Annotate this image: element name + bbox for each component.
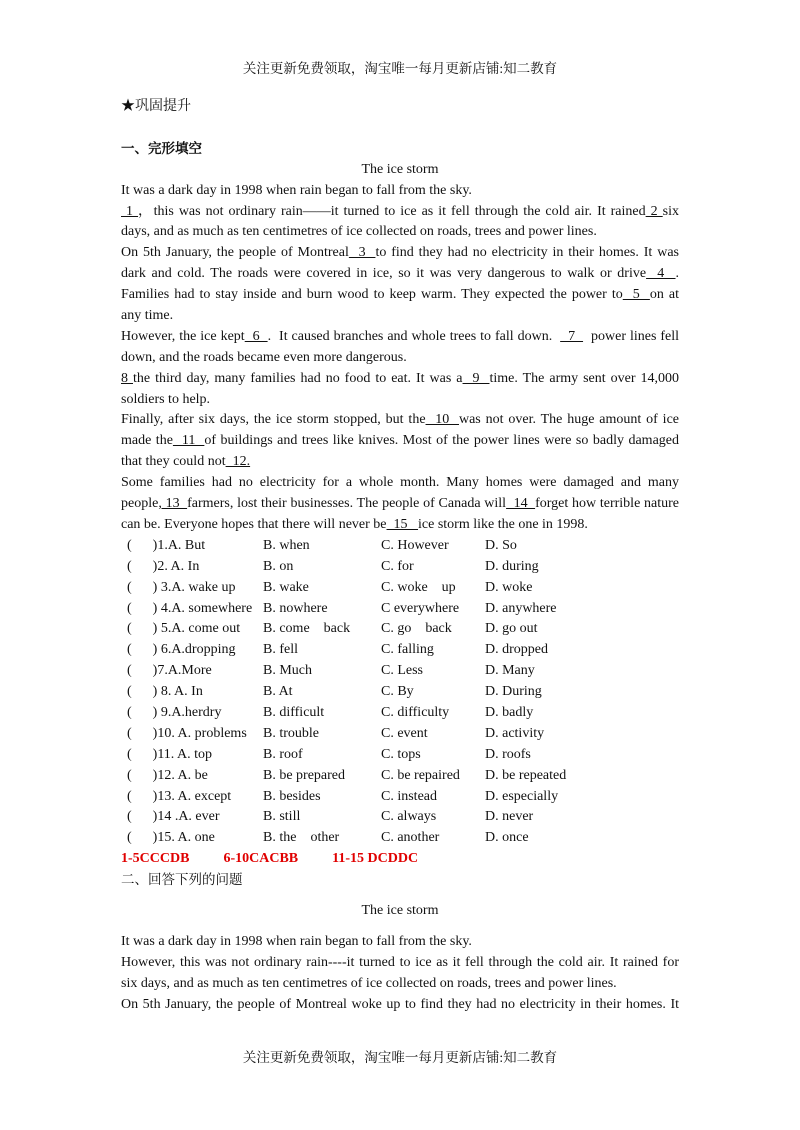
passage-text: ，this was not ordinary rain——it turned to ice as it fell through the cold air. It rained bbox=[138, 203, 646, 219]
question-stem: ( ) 8. A. In bbox=[127, 684, 203, 700]
passage-line bbox=[121, 243, 679, 264]
passage-title: The ice storm bbox=[361, 161, 439, 177]
passage2-line: six days, and as much as ten centimetres of ice collected on roads, trees and power lines. bbox=[121, 975, 617, 991]
option-row bbox=[121, 828, 679, 849]
option-b[interactable]: B. the other bbox=[263, 830, 340, 846]
passage-text: six bbox=[662, 203, 679, 219]
option-b[interactable]: B. At bbox=[263, 684, 293, 700]
option-row bbox=[121, 640, 679, 661]
passage-line bbox=[121, 369, 679, 390]
answer-11-15: 11-15 DCDDC bbox=[332, 851, 419, 867]
option-row bbox=[121, 807, 679, 828]
passage-line bbox=[121, 515, 679, 536]
passage-text: farmers, lost their businesses. The people of Canada will bbox=[187, 496, 507, 512]
consolidate-heading: ★巩固提升 bbox=[121, 99, 191, 114]
blank-5[interactable]: 5 bbox=[622, 287, 650, 303]
passage-line: any time. bbox=[121, 307, 174, 323]
option-d[interactable]: D. be repeated bbox=[485, 767, 567, 783]
passage-text: to find they had no electricity in their homes. It was bbox=[375, 245, 679, 261]
options-list bbox=[121, 536, 679, 849]
passage-line: It was a dark day in 1998 when rain began to fall from the sky. bbox=[121, 182, 472, 198]
question-stem: ( ) 6.A.dropping bbox=[127, 642, 236, 658]
passage-line bbox=[121, 285, 679, 306]
option-row bbox=[121, 599, 679, 620]
option-c[interactable]: C. By bbox=[381, 684, 414, 700]
passage-text: on at bbox=[649, 287, 679, 303]
option-d[interactable]: D. anywhere bbox=[485, 600, 557, 616]
blank-11[interactable]: 11 bbox=[172, 433, 205, 449]
passage-text: of buildings and trees like knives. Most of the power lines were so badly damaged bbox=[204, 433, 679, 449]
option-b[interactable]: B. nowhere bbox=[263, 600, 328, 616]
option-b[interactable]: B. difficult bbox=[263, 704, 325, 720]
option-d[interactable]: D. woke bbox=[485, 579, 533, 595]
blank-2[interactable]: 2 bbox=[645, 203, 663, 219]
option-c[interactable]: C. for bbox=[381, 558, 414, 574]
option-c[interactable]: C. woke up bbox=[381, 579, 456, 595]
passage-line bbox=[121, 327, 679, 348]
passage-line: Some families had no electricity for a whole month. Many homes were damaged and many bbox=[121, 475, 679, 491]
passage2-line: It was a dark day in 1998 when rain began to fall from the sky. bbox=[121, 933, 472, 949]
option-d[interactable]: D. roofs bbox=[485, 746, 531, 762]
question-stem: ( )15. A. one bbox=[127, 830, 215, 846]
question-stem: ( )7.A.More bbox=[127, 663, 212, 679]
option-b[interactable]: B. roof bbox=[263, 746, 303, 762]
option-row bbox=[121, 724, 679, 745]
option-row bbox=[121, 536, 679, 557]
option-b[interactable]: B. Much bbox=[263, 663, 312, 679]
question-stem: ( ) 9.A.herdry bbox=[127, 704, 222, 720]
option-d[interactable]: D. dropped bbox=[485, 642, 548, 658]
option-b[interactable]: B. still bbox=[263, 809, 301, 825]
option-row bbox=[121, 703, 679, 724]
question-stem: ( )11. A. top bbox=[127, 746, 213, 762]
passage-text: can be. Everyone hopes that there will never be bbox=[121, 516, 387, 532]
passage-text: On 5th January, the people of Montreal bbox=[121, 245, 349, 261]
question-stem: ( )10. A. problems bbox=[127, 725, 247, 741]
blank-6[interactable]: 6 bbox=[244, 328, 268, 344]
option-c[interactable]: C. instead bbox=[381, 788, 437, 804]
passage-line bbox=[121, 264, 679, 285]
passage-text: However, the ice kept bbox=[121, 328, 245, 344]
question-stem: ( )12. A. be bbox=[127, 767, 208, 783]
option-b[interactable]: B. besides bbox=[263, 788, 321, 804]
option-b[interactable]: B. trouble bbox=[263, 725, 319, 741]
passage-text: dark and cold. The roads were covered in ice, so it was very dangerous to walk or drive bbox=[121, 266, 647, 282]
question-stem: ( )14 .A. ever bbox=[127, 809, 220, 825]
passage-text: people bbox=[121, 496, 159, 512]
spacer bbox=[121, 922, 679, 932]
passage-text: . bbox=[675, 266, 679, 282]
blank-3[interactable]: 3 bbox=[348, 245, 376, 261]
passage-line: days, and as much as ten centimetres of ice collected on roads, trees and power lines. bbox=[121, 224, 597, 240]
option-row bbox=[121, 557, 679, 578]
option-row bbox=[121, 661, 679, 682]
passage-text: ice storm like the one in 1998. bbox=[418, 516, 588, 532]
passage-text: Families had to stay inside and burn wood to keep warm. They expected the power to bbox=[121, 287, 623, 303]
option-row bbox=[121, 619, 679, 640]
page-header: 关注更新免费领取，淘宝唯一每月更新店铺:知二教育 bbox=[242, 61, 558, 76]
passage-line bbox=[121, 431, 679, 452]
option-d[interactable]: D. During bbox=[485, 684, 542, 700]
passage-text: that they could not bbox=[121, 454, 226, 470]
option-d[interactable]: D. go out bbox=[485, 621, 538, 637]
option-c[interactable]: C. Less bbox=[381, 663, 423, 679]
passage2-title: The ice storm bbox=[361, 903, 439, 919]
answer-6-10: 6-10CACBB bbox=[223, 851, 299, 867]
option-d[interactable]: D. during bbox=[485, 558, 539, 574]
option-d[interactable]: D. especially bbox=[485, 788, 559, 804]
passage-line bbox=[121, 410, 679, 431]
option-d[interactable]: D. activity bbox=[485, 725, 545, 741]
passage-text: Finally, after six days, the ice storm stopped, but the bbox=[121, 412, 426, 428]
worksheet-body bbox=[121, 97, 679, 1016]
option-row bbox=[121, 787, 679, 808]
passage2-line: However, this was not ordinary rain----it turned to ice as it fell through the cold air. It rained for bbox=[121, 954, 679, 970]
passage-line bbox=[121, 202, 679, 223]
question-stem: ( )1.A. But bbox=[127, 537, 206, 553]
passage-line: soldiers to help. bbox=[121, 391, 211, 407]
section-questions-heading: 二、回答下列的问题 bbox=[121, 872, 243, 889]
option-c[interactable]: C. another bbox=[381, 830, 440, 846]
option-b[interactable]: B. be prepared bbox=[263, 767, 346, 783]
option-c[interactable]: C. However bbox=[381, 537, 449, 553]
option-row bbox=[121, 745, 679, 766]
question-stem: ( )13. A. except bbox=[127, 788, 232, 804]
blank-9[interactable]: 9 bbox=[462, 370, 490, 386]
option-c[interactable]: C. be repaired bbox=[381, 767, 460, 783]
option-d[interactable]: D. once bbox=[485, 830, 529, 846]
passage-line bbox=[121, 452, 679, 473]
option-b[interactable]: B. come back bbox=[263, 621, 351, 637]
blank-10[interactable]: 10 bbox=[425, 412, 459, 428]
option-b[interactable]: B. when bbox=[263, 537, 310, 553]
passage-text: . It caused branches and whole trees to fall down. bbox=[267, 328, 561, 344]
page-footer: 关注更新免费领取，淘宝唯一每月更新店铺:知二教育 bbox=[242, 1050, 558, 1065]
blank-13[interactable]: , 13 bbox=[158, 496, 188, 512]
blank-1[interactable]: 1 bbox=[121, 203, 139, 219]
option-c[interactable]: C. tops bbox=[381, 746, 421, 762]
question-stem: ( ) 4.A. somewhere bbox=[127, 600, 253, 616]
passage-text: forget how terrible nature bbox=[535, 496, 679, 512]
passage-text: was not over. The huge amount of ice bbox=[458, 412, 679, 428]
option-c[interactable]: C. always bbox=[381, 809, 437, 825]
blank-4[interactable]: 4 bbox=[646, 266, 676, 282]
option-c[interactable]: C. event bbox=[381, 725, 428, 741]
option-c[interactable]: C everywhere bbox=[381, 600, 460, 616]
question-stem: ( ) 3.A. wake up bbox=[127, 579, 236, 595]
question-stem: ( ) 5.A. come out bbox=[127, 621, 241, 637]
blank-8[interactable]: 8 bbox=[121, 370, 133, 386]
answer-key bbox=[121, 849, 679, 870]
passage-text: time. The army sent over 14,000 bbox=[489, 370, 679, 386]
section-cloze-heading: 一、完形填空 bbox=[121, 140, 202, 157]
passage-text: made the bbox=[121, 433, 173, 449]
passage-text: the third day, many families had no food to eat. It was a bbox=[133, 370, 463, 386]
passage-line bbox=[121, 494, 679, 515]
blank-12[interactable]: 12. bbox=[225, 454, 251, 470]
passage-line: down, and the roads became even more dangerous. bbox=[121, 349, 407, 365]
blank-15[interactable]: 15 bbox=[386, 516, 419, 532]
question-stem: ( )2. A. In bbox=[127, 558, 200, 574]
option-b[interactable]: B. on bbox=[263, 558, 294, 574]
option-row bbox=[121, 682, 679, 703]
blank-7[interactable]: 7 bbox=[560, 328, 584, 344]
option-d[interactable]: D. badly bbox=[485, 704, 534, 720]
option-d[interactable]: D. Many bbox=[485, 663, 535, 679]
blank-14[interactable]: 14 bbox=[506, 496, 536, 512]
passage-text: power lines fell bbox=[583, 328, 679, 344]
option-row bbox=[121, 766, 679, 787]
option-d[interactable]: D. So bbox=[485, 537, 517, 553]
option-d[interactable]: D. never bbox=[485, 809, 534, 825]
option-c[interactable]: C. difficulty bbox=[381, 704, 450, 720]
passage2-line: On 5th January, the people of Montreal woke up to find they had no electricity in their homes. It bbox=[121, 996, 679, 1012]
option-c[interactable]: C. falling bbox=[381, 642, 434, 658]
spacer bbox=[121, 891, 679, 901]
option-c[interactable]: C. go back bbox=[381, 621, 452, 637]
option-b[interactable]: B. fell bbox=[263, 642, 298, 658]
option-b[interactable]: B. wake bbox=[263, 579, 309, 595]
answer-1-5: 1-5CCCDB bbox=[121, 851, 190, 867]
spacer bbox=[121, 118, 679, 139]
option-row bbox=[121, 578, 679, 599]
